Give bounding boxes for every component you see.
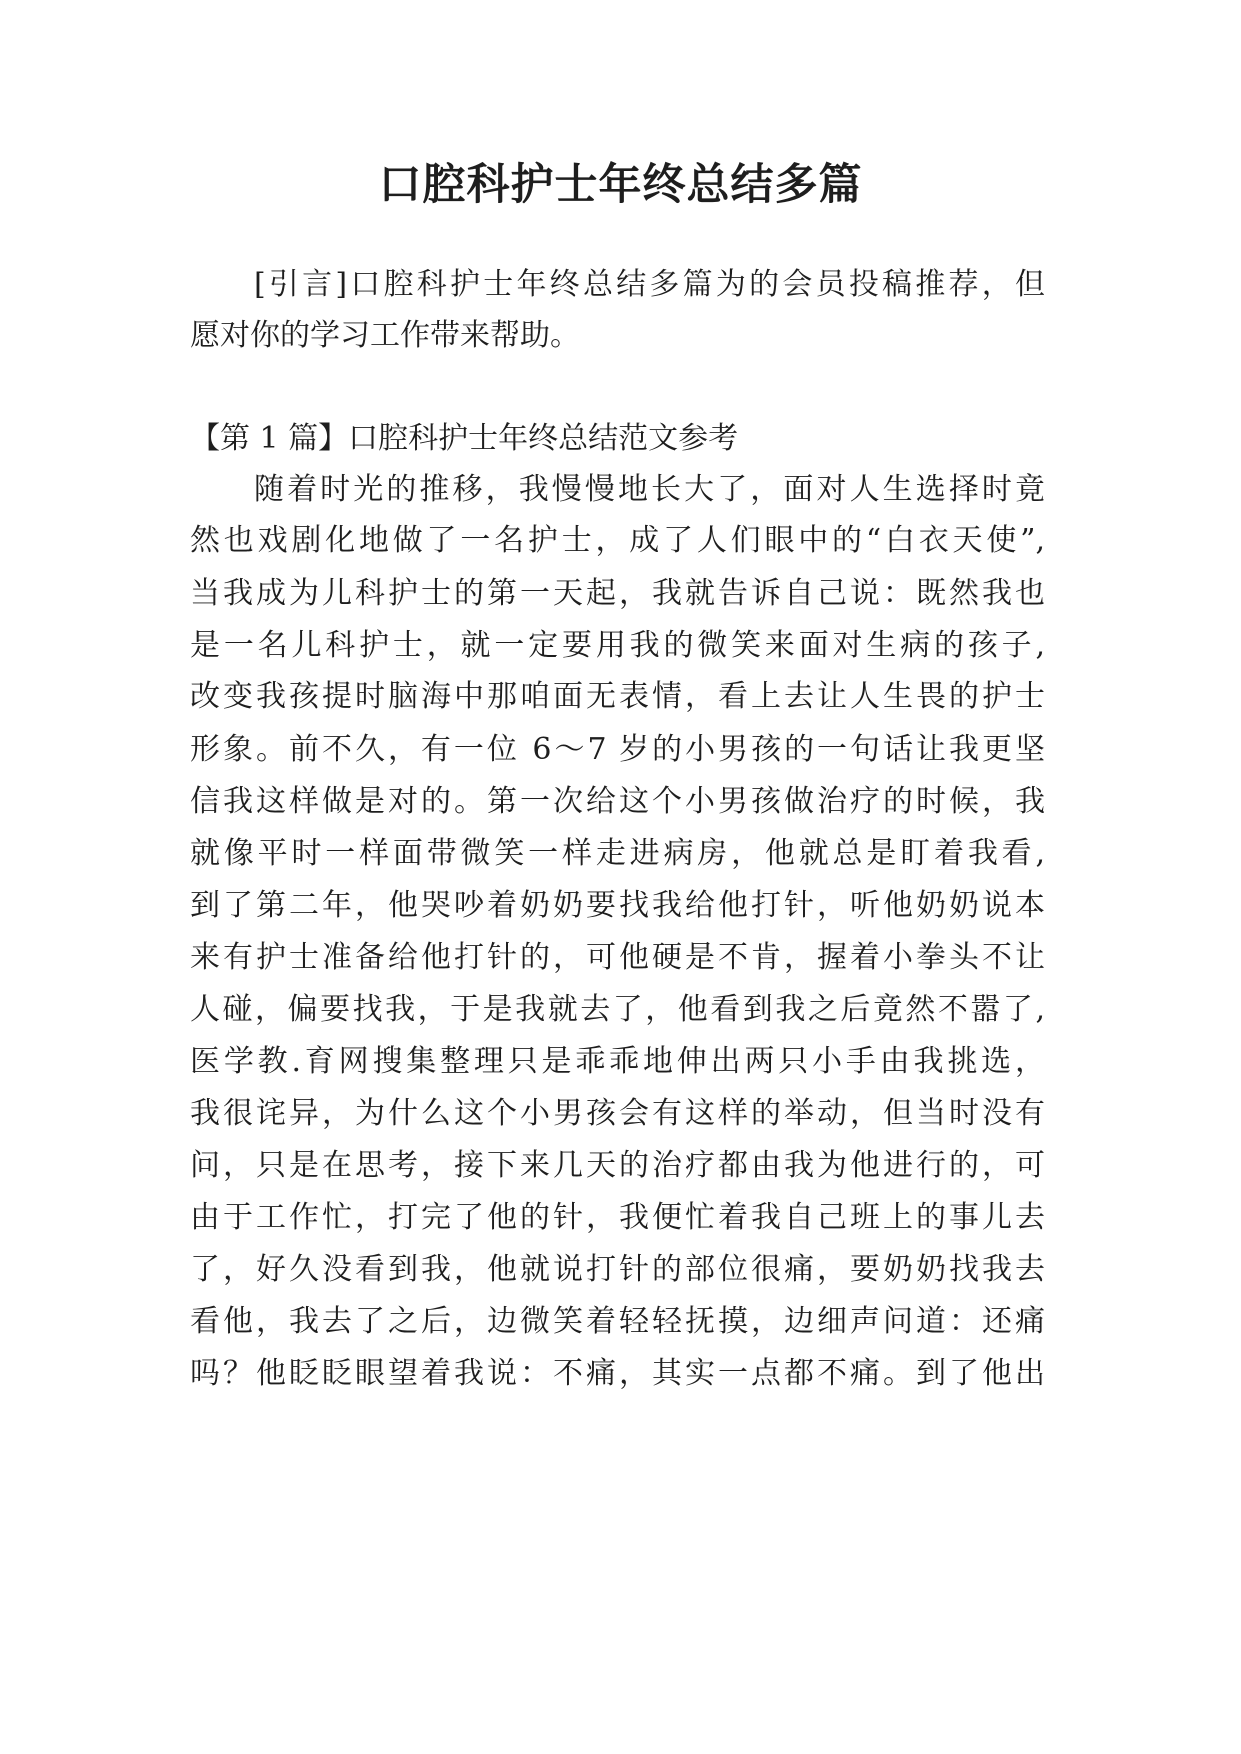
body-line: 当我成为儿科护士的第一天起，我就告诉自己说：既然我也	[190, 576, 1045, 611]
body-line: 随着时光的推移，我慢慢地长大了，面对人生选择时竟	[254, 472, 1045, 507]
body-line: 看他，我去了之后，边微笑着轻轻抚摸，边细声问道：还痛	[190, 1304, 1045, 1339]
body-line: 来有护士准备给他打针的，可他硬是不肯，握着小拳头不让	[190, 940, 1045, 975]
body-line: 是一名儿科护士，就一定要用我的微笑来面对生病的孩子,	[190, 628, 1045, 663]
body-line: 人碰，偏要找我，于是我就去了，他看到我之后竟然不嚣了,	[190, 992, 1045, 1027]
body-line: 了，好久没看到我，他就说打针的部位很痛，要奶奶找我去	[190, 1252, 1045, 1287]
intro-line: [引言]口腔科护士年终总结多篇为的会员投稿推荐，但	[254, 267, 1045, 302]
document-title: 口腔科护士年终总结多篇	[378, 160, 863, 210]
body-line: 问，只是在思考，接下来几天的治疗都由我为他进行的，可	[190, 1148, 1045, 1183]
body-line: 由于工作忙，打完了他的针，我便忙着我自己班上的事儿去	[190, 1200, 1045, 1235]
body-line: 信我这样做是对的。第一次给这个小男孩做治疗的时候，我	[190, 784, 1045, 819]
section-heading: 【第 1 篇】口腔科护士年终总结范文参考	[190, 421, 739, 456]
intro-line: 愿对你的学习工作带来帮助。	[190, 318, 580, 353]
body-line: 形象。前不久，有一位 6～7 岁的小男孩的一句话让我更坚	[190, 732, 1045, 767]
body-line: 就像平时一样面带微笑一样走进病房，他就总是盯着我看,	[190, 836, 1045, 871]
body-line: 然也戏剧化地做了一名护士，成了人们眼中的“白衣天使”,	[190, 523, 1045, 558]
body-line: 吗？他眨眨眼望着我说：不痛，其实一点都不痛。到了他出	[190, 1356, 1045, 1391]
body-line: 医学教.育网搜集整理只是乖乖地伸出两只小手由我挑选，	[190, 1044, 1045, 1079]
body-line: 到了第二年，他哭吵着奶奶要找我给他打针，听他奶奶说本	[190, 888, 1045, 923]
body-line: 我很诧异，为什么这个小男孩会有这样的举动，但当时没有	[190, 1096, 1045, 1131]
body-line: 改变我孩提时脑海中那咱面无表情，看上去让人生畏的护士	[190, 679, 1045, 714]
